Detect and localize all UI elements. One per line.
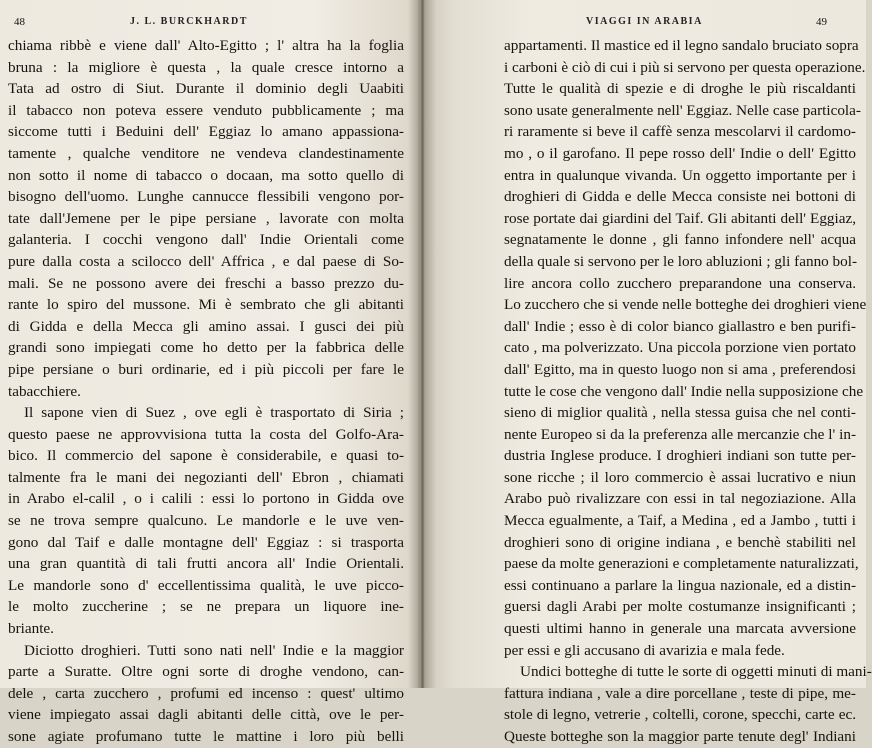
left-page-text xyxy=(8,35,404,748)
text-line: una gran quantità di tali frutti ancora all' Indie Orientali. xyxy=(8,555,404,573)
text-line: cato , ma polverizzato. Una piccola porzione vien portato xyxy=(504,339,856,357)
text-line: il tabacco non poteva essere venduto pubblicamente ; ma xyxy=(8,101,404,119)
text-line: Il sapone vien di Suez , ove egli è trasportato di Siria ; xyxy=(24,404,404,422)
text-line: parte a Suratte. Oltre ogni sorte di droghe vendono, can- xyxy=(8,663,404,681)
text-line: dustria Inglese produce. I droghieri indiani son tutte per- xyxy=(504,447,856,465)
text-line: sone agiate profumano tutte le mattine i loro più belli xyxy=(8,728,404,745)
text-line: rante lo spiro del mussone. Mi è sembrato che gli abitanti xyxy=(8,296,404,314)
text-line: pipe persiane o buri ordinarie, ed i più piccoli per fare le xyxy=(8,360,404,378)
text-line: Queste botteghe son la maggior parte tenute degl' Indiani xyxy=(504,728,856,745)
text-line: Arabo può rivalizzare con essi in tal negoziazione. Alla xyxy=(504,490,856,508)
text-line: mo , o il garofano. Il pepe rosso dell' Indie o dell' Egitto xyxy=(504,144,856,162)
text-line: sieno di miglior qualità , nella stessa guisa che nel conti- xyxy=(504,404,856,422)
text-line: Diciotto droghieri. Tutti sono nati nell' Indie e la maggior xyxy=(24,641,404,659)
text-line: talmente fra le mani dei negozianti dell' Ebron , chiamati xyxy=(8,468,404,486)
text-line: Lo zucchero che si vende nelle botteghe dei droghieri viene xyxy=(504,296,867,314)
text-line: sone ricche ; il loro commercio è assai lucrativo e niun xyxy=(504,468,856,486)
page-number-right: 49 xyxy=(816,16,827,28)
text-line: Tata ad ostro di Siut. Durante il dominio degli Uaabiti xyxy=(8,80,404,98)
text-line: chiama ribbè e viene dall' Alto-Egitto ; l' altra ha la foglia xyxy=(8,37,404,54)
text-line: non sotto il nome di tabacco o docaan, ma sotto quello di xyxy=(8,166,404,184)
text-line: lire ancora collo zucchero preparandone una conserva. xyxy=(504,274,856,292)
text-line: di Gidda e della Mecca gli amino assai. I gusci dei più xyxy=(8,317,404,335)
text-line: tate dall'Jemene per le pipe persiane , lavorate con molta xyxy=(8,209,404,227)
text-line: paese da molte generazioni e completamente naturalizzati, xyxy=(504,555,859,573)
text-line: tutte le cose che vengono dall' Indie nella supposizione che xyxy=(504,382,864,400)
text-line: essi continuano a parlare la lingua nazionale, ed a distin- xyxy=(504,576,856,594)
text-line: guersi dagli Arabi per molte costumanze insignificanti ; xyxy=(504,598,856,616)
text-line: mali. Se ne possono avere dei freschi a basso prezzo du- xyxy=(8,274,404,292)
right-page-text xyxy=(504,35,872,748)
text-line: dall' Indie ; esso è di color bianco giallastro e ben purifi- xyxy=(504,317,856,335)
page-number-left: 48 xyxy=(14,16,25,28)
text-line: dele , carta zucchero , profumi ed incenso : quest' ultimo xyxy=(8,684,404,702)
text-line: gono dal Taif e dalle montagne dell' Eggiaz : si trasporta xyxy=(8,533,404,551)
text-line: questi ultimi hanno in generale una marcata avversione xyxy=(504,620,856,638)
right-page xyxy=(418,0,872,745)
text-line: Le mandorle sono d' eccellentissima qualità, le uve picco- xyxy=(8,576,404,594)
text-line: tabacchiere. xyxy=(8,382,81,400)
text-line: in Arabo el-calil , o i calili : essi lo portono in Gidda ove xyxy=(8,490,404,508)
text-line: per essi e gli accusano di avarizia e mala fede. xyxy=(504,641,785,659)
text-line: viene impiegato assai dagli abitanti delle città, ove le per- xyxy=(8,706,404,724)
text-line: Tutte le qualità di spezie e di droghe le più riscaldanti xyxy=(504,80,856,98)
text-line: droghieri di Gidda e delle Mecca consiste nei bottoni di xyxy=(504,188,856,206)
text-line: se ne trova sempre qualcuno. Le mandorle e le uve ven- xyxy=(8,512,404,530)
text-line: sono usate generalmente nell' Eggiaz. Nelle case particola- xyxy=(504,101,861,119)
running-head-left: J. L. BURCKHARDT xyxy=(130,16,248,27)
text-line: briante. xyxy=(8,620,54,638)
text-line: Undici botteghe di tutte le sorte di oggetti minuti di mani- xyxy=(520,663,872,681)
left-page xyxy=(0,0,418,745)
text-line: galanteria. I cocchi vengono dall' Indie Orientali come xyxy=(8,231,404,249)
text-line: appartamenti. Il mastice ed il legno sandalo bruciato sopra xyxy=(504,37,859,54)
text-line: i carboni è ciò di cui i più si servono per questa operazione. xyxy=(504,58,866,76)
text-line: nente Europeo si da la preferenza alle mercanzie che l' in- xyxy=(504,425,856,443)
text-line: grandi sono impiegati come ho detto per la fabbrica delle xyxy=(8,339,404,357)
text-line: droghieri sono di origine indiana , e benchè stabiliti nel xyxy=(504,533,856,551)
text-line: rose portate dai giardini del Taif. Gli abitanti dell' Eggiaz, xyxy=(504,209,856,227)
text-line: bruna : la migliore è questa , la quale cresce intorno a xyxy=(8,58,404,76)
text-line: bisogno dell'uomo. Lunghe cannucce flessibili vengono por- xyxy=(8,188,404,206)
book-gutter xyxy=(408,0,436,688)
text-line: dall' Egitto, ma in questo luogo non si ama , preferendosi xyxy=(504,360,856,378)
text-line: stole di legno, vetrerie , coltelli, corone, specchi, carte ec. xyxy=(504,706,856,724)
text-line: fattura indiana , vale a dire porcellane , teste di pipe, me- xyxy=(504,684,856,702)
running-head-right: VIAGGI IN ARABIA xyxy=(586,16,703,27)
text-line: tamente , qualche venditore ne vendeva clandestinamente xyxy=(8,144,404,162)
text-line: della quale si servono per le loro abluzioni ; gli fanno bol- xyxy=(504,252,858,270)
text-line: entra in qualunque vivanda. Un oggetto importante per i xyxy=(504,166,856,184)
text-line: ri raramente si beve il caffè senza mescolarvi il cardomo- xyxy=(504,123,856,141)
text-line: questo paese ne approvvisiona tutta la costa del Golfo-Ara- xyxy=(8,425,404,443)
text-line: pure dalla costa a scilocco dell' Affrica , e dal paese di So- xyxy=(8,252,404,270)
text-line: Mecca egualmente, a Taif, a Medina , ed a Jambo , tutti i xyxy=(504,512,856,530)
text-line: siccome tutti i Beduini dell' Eggiaz lo amano appassiona- xyxy=(8,123,404,141)
text-line: segnatamente le donne , gli fanno infondere nell' acqua xyxy=(504,231,856,249)
text-line: bico. Il commercio del sapone è considerabile, e quasi to- xyxy=(8,447,404,465)
text-line: le molto zuccherine ; se ne prepara un liquore ine- xyxy=(8,598,404,616)
